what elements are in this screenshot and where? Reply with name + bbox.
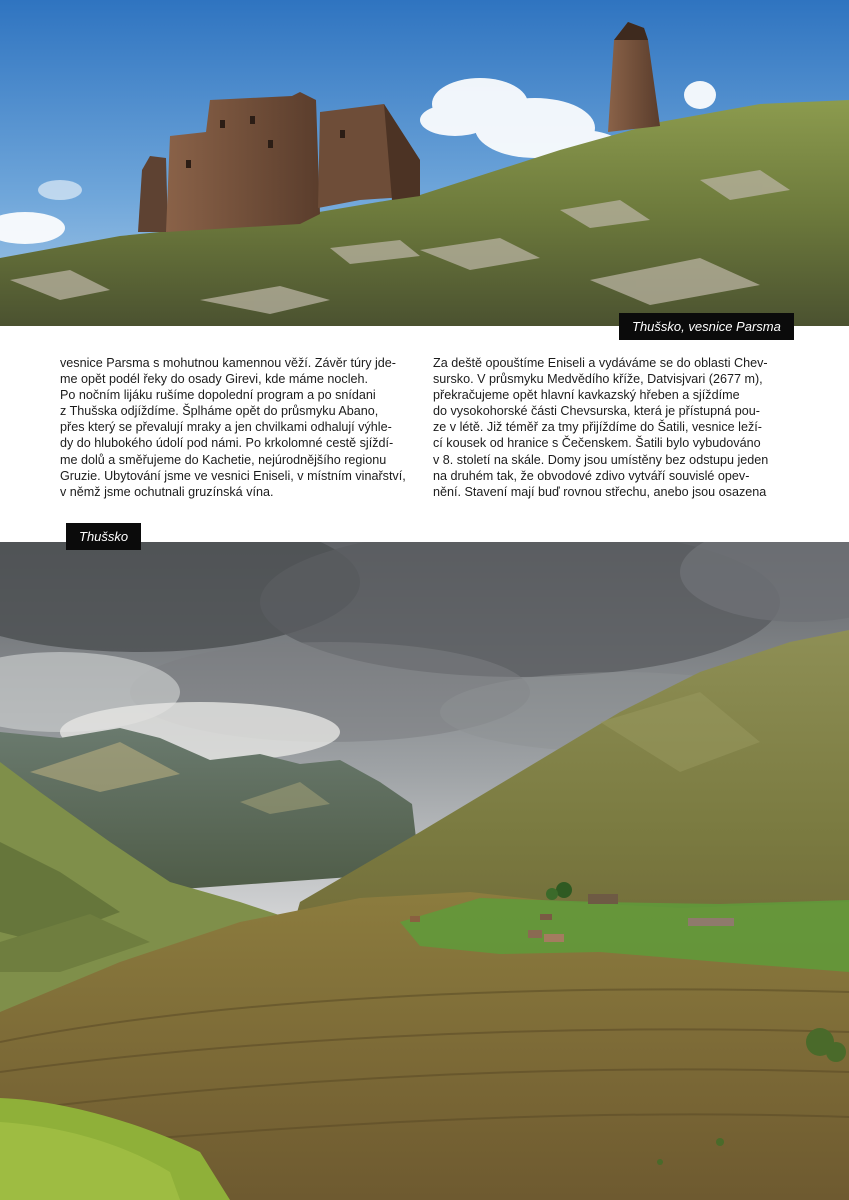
article-left-column bbox=[60, 355, 412, 500]
text-line: na druhém tak, že obvodové zdivo vytváří souvislé opev- bbox=[433, 468, 750, 483]
text-line: do vysokohorské části Chevsurska, která je přístupná pou- bbox=[433, 404, 760, 419]
text-line: ze v létě. Již téměř za tmy přijíždíme do Šatili, vesnice leží- bbox=[433, 420, 762, 435]
text-line: vesnice Parsma s mohutnou kamennou věží. Závěr túry jde- bbox=[60, 356, 396, 370]
text-line: z Thušska odjíždíme. Šplháme opět do průsmyku Abano, bbox=[60, 404, 379, 419]
parsma-towers-image bbox=[0, 0, 849, 326]
top-photo-caption: Thušsko, vesnice Parsma bbox=[619, 313, 794, 340]
text-line: nění. Stavení mají buď rovnou střechu, anebo jsou osazena bbox=[433, 484, 767, 499]
text-line: cí kousek od hranice s Čečenskem. Šatili bylo vybudováno bbox=[433, 436, 761, 451]
tusheti-valley-image bbox=[0, 542, 849, 1200]
text-line: Za deště opouštíme Eniseli a vydáváme se do oblasti Chev- bbox=[433, 356, 768, 370]
text-line: me dolů a směřujeme do Kachetie, nejúrodnějšího regionu bbox=[60, 452, 387, 467]
text-line: sursko. V průsmyku Medvědího kříže, Datvisjvari (2677 m), bbox=[433, 372, 763, 387]
text-line: v němž jsme ochutnali gruzínská vína. bbox=[60, 484, 274, 499]
text-line: překračujeme opět hlavní kavkazský hřeben a sjíždíme bbox=[433, 388, 740, 403]
article-right-column bbox=[433, 355, 785, 500]
text-line: Gruzie. Ubytování jsme ve vesnici Eniseli, v místním vinařství, bbox=[60, 468, 406, 483]
text-line: me opět podél řeky do osady Girevi, kde máme nocleh. bbox=[60, 372, 369, 387]
bottom-photo-caption: Thušsko bbox=[66, 523, 141, 550]
bottom-photo bbox=[0, 542, 849, 1200]
text-line: Po nočním lijáku rušíme dopolední program a po snídani bbox=[60, 388, 376, 403]
text-line: v 8. století na skále. Domy jsou umístěny bez odstupu jeden bbox=[433, 452, 769, 467]
top-photo bbox=[0, 0, 849, 326]
text-line: přes který se převalují mraky a jen chvilkami odhalují výhle- bbox=[60, 420, 392, 435]
text-line: dy do hlubokého údolí pod námi. Po krkolomné cestě sjíždí- bbox=[60, 436, 394, 451]
